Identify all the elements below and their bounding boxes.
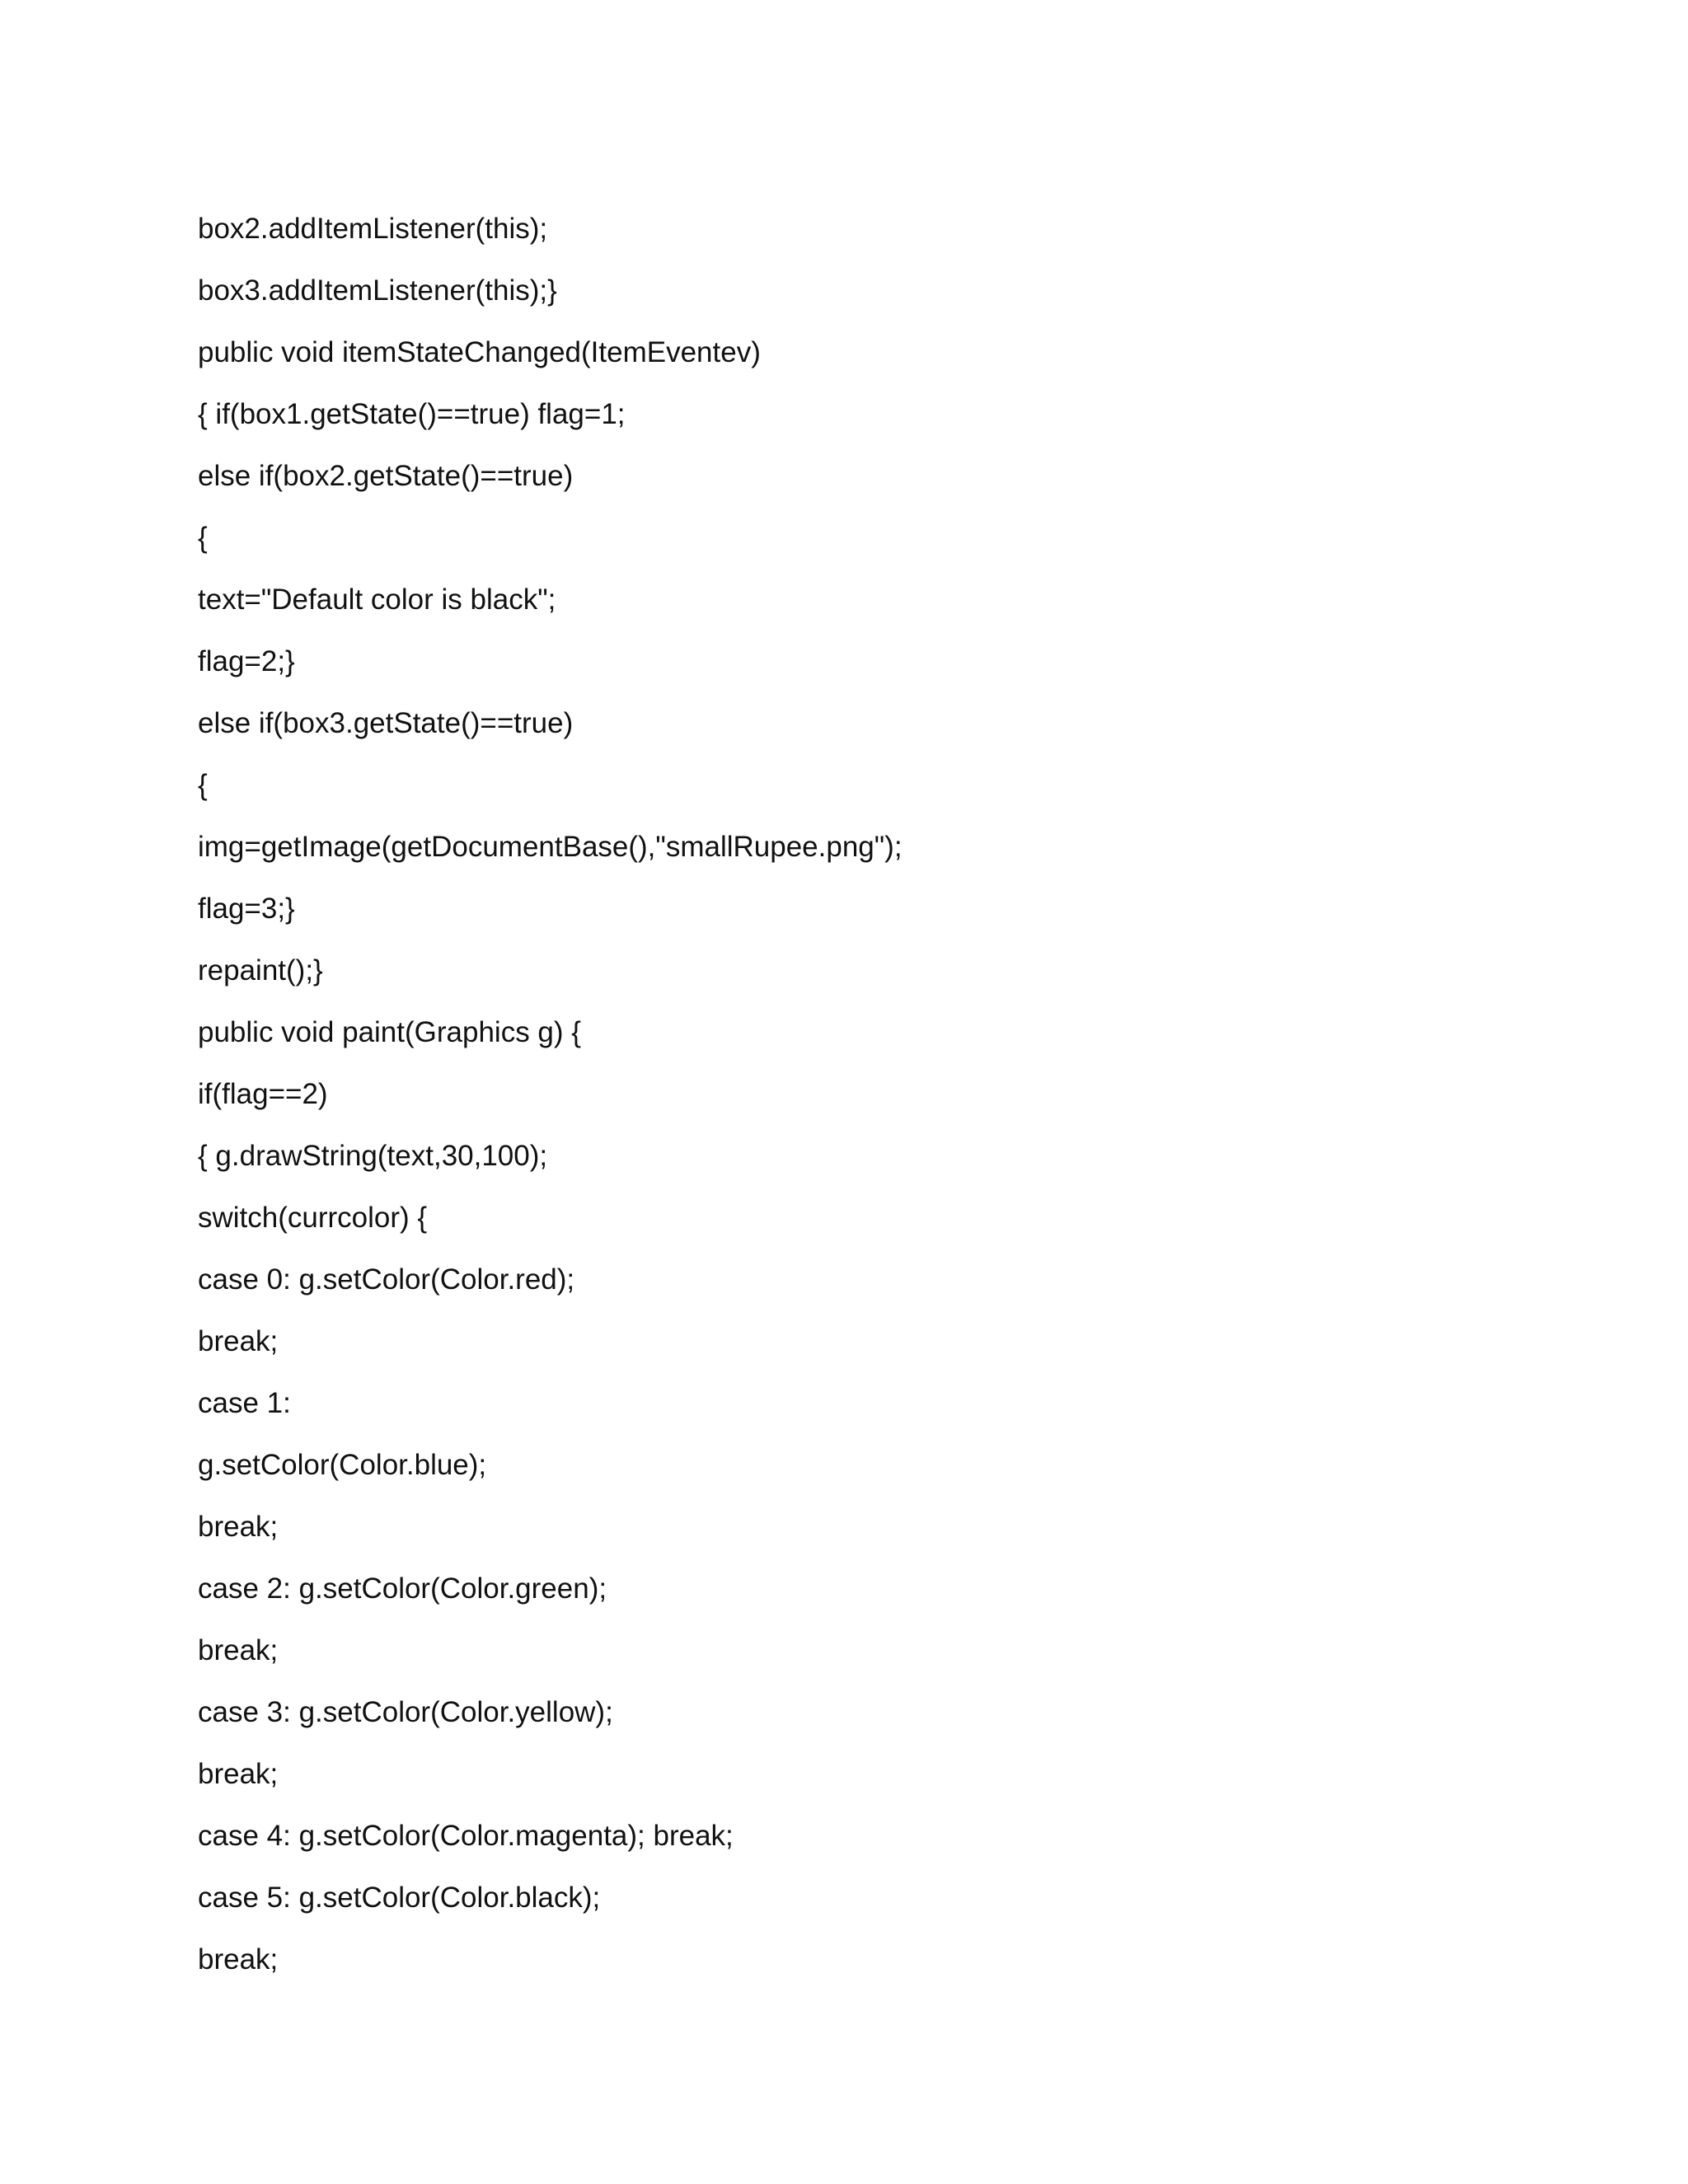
code-line: break; [198, 1943, 279, 1975]
code-line: break; [198, 1325, 279, 1357]
code-line: break; [198, 1758, 279, 1790]
code-listing [198, 198, 903, 1990]
code-line: case 3: g.setColor(Color.yellow); [198, 1696, 613, 1728]
code-line: case 5: g.setColor(Color.black); [198, 1882, 601, 1914]
code-line: { [198, 769, 208, 801]
code-line: { g.drawString(text,30,100); [198, 1140, 548, 1172]
code-line: break; [198, 1634, 279, 1666]
code-line: repaint();} [198, 954, 323, 987]
code-line: g.setColor(Color.blue); [198, 1449, 487, 1481]
code-line: else if(box2.getState()==true) [198, 460, 574, 492]
code-line: { if(box1.getState()==true) flag=1; [198, 398, 626, 430]
code-line: switch(currcolor) { [198, 1202, 428, 1234]
code-line: else if(box3.getState()==true) [198, 707, 574, 739]
code-line: img=getImage(getDocumentBase(),"smallRupee.png"); [198, 831, 903, 863]
code-line: flag=3;} [198, 893, 295, 925]
code-line: case 4: g.setColor(Color.magenta); break; [198, 1820, 734, 1852]
code-line: case 1: [198, 1387, 291, 1419]
code-line: case 2: g.setColor(Color.green); [198, 1572, 607, 1605]
code-line: text="Default color is black"; [198, 583, 556, 616]
code-line: public void itemStateChanged(ItemEventev) [198, 336, 761, 368]
code-line: public void paint(Graphics g) { [198, 1016, 581, 1048]
code-line: case 0: g.setColor(Color.red); [198, 1263, 575, 1296]
code-line: break; [198, 1511, 279, 1543]
code-line: box3.addItemListener(this);} [198, 274, 557, 307]
code-line: if(flag==2) [198, 1078, 328, 1110]
code-line: flag=2;} [198, 645, 295, 677]
code-line: box2.addItemListener(this); [198, 213, 548, 245]
code-line: { [198, 522, 208, 554]
